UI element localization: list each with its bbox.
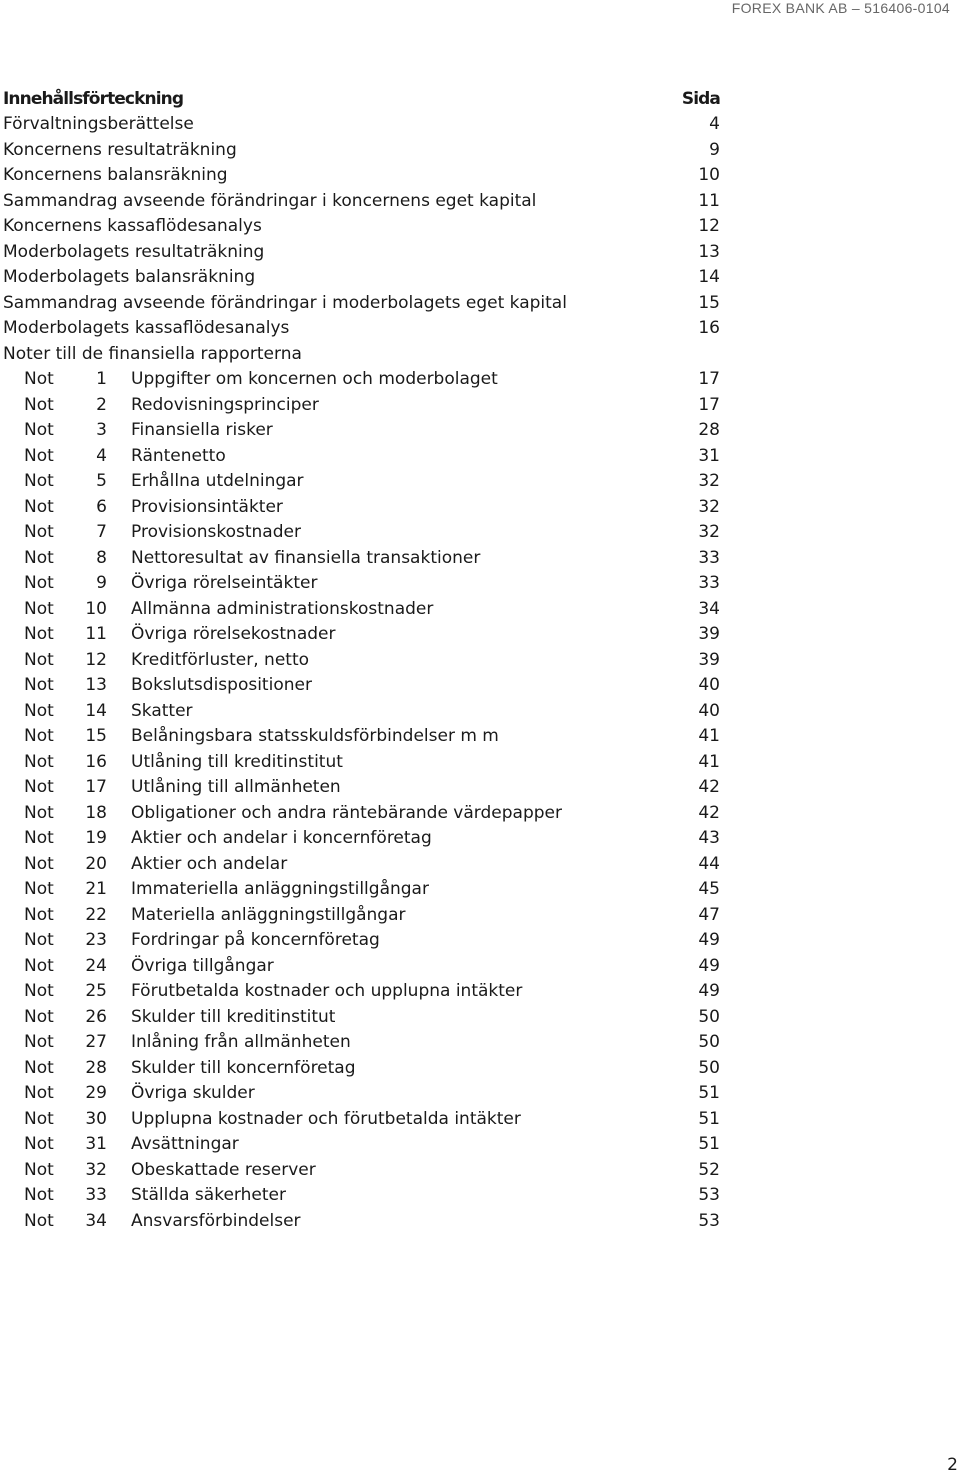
note-number: 20 [85, 853, 107, 874]
note-number: 15 [85, 726, 107, 746]
note-number: 8 [96, 547, 107, 568]
note-entry[interactable] [3, 1030, 720, 1056]
note-title: Övriga rörelsekostnader [131, 624, 336, 644]
note-label: Not [24, 700, 54, 721]
toc-entry-page: 12 [698, 216, 720, 236]
note-page: 41 [698, 726, 720, 746]
note-label: Not [24, 573, 54, 593]
note-page: 49 [698, 981, 720, 1001]
note-title: Utlåning till allmänheten [131, 777, 341, 797]
note-title: Förutbetalda kostnader och upplupna intäkter [131, 981, 523, 1001]
note-number: 10 [85, 598, 107, 619]
note-number: 31 [85, 1134, 107, 1154]
note-page: 40 [698, 675, 720, 695]
toc-entry-title: Sammandrag avseende förändringar i koncernens eget kapital [3, 190, 537, 211]
note-entry[interactable] [3, 418, 720, 444]
toc-entry[interactable] [3, 138, 720, 164]
note-page: 50 [698, 1006, 720, 1027]
note-title: Aktier och andelar [131, 853, 288, 874]
toc-sections [3, 112, 720, 342]
note-page: 51 [698, 1083, 720, 1103]
note-page: 53 [698, 1185, 720, 1205]
page-column-label: Sida [681, 89, 720, 109]
note-number: 9 [96, 573, 107, 593]
note-title: Övriga rörelseintäkter [131, 573, 318, 593]
note-page: 45 [698, 879, 720, 899]
note-label: Not [24, 1032, 54, 1052]
toc-entry-page: 4 [709, 114, 720, 134]
note-number: 25 [85, 981, 107, 1001]
note-entry[interactable] [3, 724, 720, 750]
note-label: Not [24, 1083, 54, 1103]
table-of-contents [3, 86, 720, 1234]
toc-entry-title: Förvaltningsberättelse [3, 114, 194, 134]
note-page: 51 [698, 1108, 720, 1129]
note-entry[interactable] [3, 495, 720, 521]
toc-entry-title: Koncernens resultaträkning [3, 139, 237, 160]
note-entry[interactable] [3, 469, 720, 495]
note-page: 52 [698, 1159, 720, 1180]
note-number: 14 [85, 700, 107, 721]
note-entry[interactable] [3, 775, 720, 801]
note-entry[interactable] [3, 444, 720, 470]
note-number: 7 [96, 522, 107, 542]
note-number: 17 [85, 777, 107, 797]
note-title: Erhållna utdelningar [131, 471, 304, 491]
note-title: Provisionsintäkter [131, 496, 283, 517]
note-number: 28 [85, 1057, 107, 1078]
note-page: 17 [698, 369, 720, 389]
note-number: 21 [85, 879, 107, 899]
note-page: 32 [698, 496, 720, 517]
toc-entry-title: Koncernens kassaflödesanalys [3, 216, 262, 236]
note-page: 33 [698, 573, 720, 593]
toc-entry[interactable] [3, 214, 720, 240]
note-entry[interactable] [3, 699, 720, 725]
note-label: Not [24, 930, 54, 950]
note-label: Not [24, 1006, 54, 1027]
note-label: Not [24, 853, 54, 874]
toc-entry-title: Sammandrag avseende förändringar i moderbolagets eget kapital [3, 292, 567, 313]
note-page: 41 [698, 751, 720, 772]
note-title: Allmänna administrationskostnader [131, 598, 434, 619]
note-number: 27 [85, 1032, 107, 1052]
note-page: 39 [698, 624, 720, 644]
note-label: Not [24, 802, 54, 823]
note-entry[interactable] [3, 571, 720, 597]
note-entry[interactable] [3, 367, 720, 393]
note-label: Not [24, 598, 54, 619]
note-number: 24 [85, 955, 107, 976]
note-title: Ställda säkerheter [131, 1185, 286, 1205]
note-entry[interactable] [3, 1132, 720, 1158]
note-number: 34 [85, 1210, 107, 1231]
note-title: Skatter [131, 700, 193, 721]
note-entry[interactable] [3, 1005, 720, 1031]
toc-entry-page: 11 [698, 190, 720, 211]
toc-entry[interactable] [3, 291, 720, 317]
toc-entry-title: Koncernens balansräkning [3, 165, 228, 185]
toc-entry[interactable] [3, 112, 720, 138]
note-title: Materiella anläggningstillgångar [131, 904, 406, 925]
note-title: Utlåning till kreditinstitut [131, 751, 343, 772]
toc-heading: Innehållsförteckning [3, 89, 184, 109]
note-entry[interactable] [3, 852, 720, 878]
note-label: Not [24, 955, 54, 976]
note-entry[interactable] [3, 1107, 720, 1133]
note-title: Skulder till kreditinstitut [131, 1006, 336, 1027]
note-title: Fordringar på koncernföretag [131, 930, 380, 950]
note-page: 17 [698, 394, 720, 415]
note-label: Not [24, 675, 54, 695]
note-title: Övriga tillgångar [131, 955, 274, 976]
note-entry[interactable] [3, 928, 720, 954]
note-number: 12 [85, 649, 107, 670]
note-number: 4 [96, 445, 107, 466]
note-page: 42 [698, 802, 720, 823]
note-entry[interactable] [3, 1158, 720, 1184]
note-number: 13 [85, 675, 107, 695]
note-page: 53 [698, 1210, 720, 1231]
note-label: Not [24, 1108, 54, 1129]
note-title: Kreditförluster, netto [131, 649, 310, 670]
note-label: Not [24, 445, 54, 466]
toc-entry-page: 16 [698, 318, 720, 338]
note-label: Not [24, 1057, 54, 1078]
note-entry[interactable] [3, 903, 720, 929]
note-label: Not [24, 547, 54, 568]
note-title: Räntenetto [131, 445, 226, 466]
note-page: 43 [698, 828, 720, 848]
note-label: Not [24, 649, 54, 670]
note-entry[interactable] [3, 648, 720, 674]
note-label: Not [24, 751, 54, 772]
note-page: 47 [698, 904, 720, 925]
note-title: Avsättningar [131, 1134, 239, 1154]
note-number: 18 [85, 802, 107, 823]
toc-entry-page: 10 [698, 165, 720, 185]
note-entry[interactable] [3, 1056, 720, 1082]
note-title: Nettoresultat av finansiella transaktioner [131, 547, 481, 568]
note-page: 34 [698, 598, 720, 619]
note-label: Not [24, 1210, 54, 1231]
note-number: 3 [96, 420, 107, 440]
note-label: Not [24, 1159, 54, 1180]
note-page: 51 [698, 1134, 720, 1154]
note-label: Not [24, 828, 54, 848]
note-page: 44 [698, 853, 720, 874]
note-entry[interactable] [3, 1081, 720, 1107]
note-number: 30 [85, 1108, 107, 1129]
note-entry[interactable] [3, 673, 720, 699]
note-label: Not [24, 369, 54, 389]
note-entry[interactable] [3, 954, 720, 980]
notes-heading: Noter till de finansiella rapporterna [3, 343, 302, 364]
note-entry[interactable] [3, 393, 720, 419]
note-page: 28 [698, 420, 720, 440]
note-number: 29 [85, 1083, 107, 1103]
note-entry[interactable] [3, 826, 720, 852]
note-label: Not [24, 726, 54, 746]
note-label: Not [24, 1134, 54, 1154]
note-title: Övriga skulder [131, 1083, 255, 1103]
note-title: Obeskattade reserver [131, 1159, 316, 1180]
note-label: Not [24, 879, 54, 899]
note-number: 2 [96, 394, 107, 415]
toc-entry-page: 15 [698, 292, 720, 313]
toc-entry[interactable] [3, 316, 720, 342]
note-page: 40 [698, 700, 720, 721]
note-entry[interactable] [3, 877, 720, 903]
page-number: 2 [947, 1455, 958, 1475]
note-label: Not [24, 624, 54, 644]
toc-entry-page: 13 [698, 241, 720, 262]
note-title: Redovisningsprinciper [131, 394, 319, 415]
note-page: 42 [698, 777, 720, 797]
note-page: 50 [698, 1032, 720, 1052]
note-label: Not [24, 420, 54, 440]
toc-entry-page: 9 [709, 139, 720, 160]
note-label: Not [24, 777, 54, 797]
note-number: 19 [85, 828, 107, 848]
note-title: Uppgifter om koncernen och moderbolaget [131, 369, 498, 389]
toc-entry-page: 14 [698, 267, 720, 287]
note-entry[interactable] [3, 622, 720, 648]
note-label: Not [24, 981, 54, 1001]
note-page: 39 [698, 649, 720, 670]
note-label: Not [24, 496, 54, 517]
running-header: FOREX BANK AB – 516406-0104 [731, 0, 950, 16]
toc-heading-row [3, 86, 720, 112]
note-entry[interactable] [3, 801, 720, 827]
note-entry[interactable] [3, 1209, 720, 1235]
note-page: 32 [698, 471, 720, 491]
note-label: Not [24, 471, 54, 491]
note-number: 32 [85, 1159, 107, 1180]
note-number: 5 [96, 471, 107, 491]
note-title: Aktier och andelar i koncernföretag [131, 828, 432, 848]
note-entry[interactable] [3, 1183, 720, 1209]
toc-entry[interactable] [3, 265, 720, 291]
note-entry[interactable] [3, 750, 720, 776]
note-entry[interactable] [3, 546, 720, 572]
note-number: 23 [85, 930, 107, 950]
note-page: 33 [698, 547, 720, 568]
note-label: Not [24, 904, 54, 925]
note-title: Immateriella anläggningstillgångar [131, 879, 429, 899]
note-title: Bokslutsdispositioner [131, 675, 312, 695]
note-title: Obligationer och andra räntebärande värdepapper [131, 802, 562, 823]
toc-entry[interactable] [3, 189, 720, 215]
note-number: 33 [85, 1185, 107, 1205]
toc-entry[interactable] [3, 163, 720, 189]
toc-entry-title: Moderbolagets resultaträkning [3, 241, 265, 262]
note-number: 11 [85, 624, 107, 644]
note-title: Belåningsbara statsskuldsförbindelser m m [131, 726, 499, 746]
toc-entry[interactable] [3, 240, 720, 266]
note-page: 49 [698, 930, 720, 950]
toc-entry-title: Moderbolagets balansräkning [3, 267, 256, 287]
notes-heading-row [3, 342, 720, 368]
note-entry[interactable] [3, 520, 720, 546]
note-title: Finansiella risker [131, 420, 273, 440]
note-number: 26 [85, 1006, 107, 1027]
note-number: 6 [96, 496, 107, 517]
note-number: 16 [85, 751, 107, 772]
note-title: Ansvarsförbindelser [131, 1210, 301, 1231]
note-page: 49 [698, 955, 720, 976]
note-title: Provisionskostnader [131, 522, 301, 542]
note-label: Not [24, 394, 54, 415]
note-number: 22 [85, 904, 107, 925]
note-page: 50 [698, 1057, 720, 1078]
toc-entry-title: Moderbolagets kassaflödesanalys [3, 318, 290, 338]
note-entry[interactable] [3, 979, 720, 1005]
toc-notes [3, 367, 720, 1234]
note-title: Upplupna kostnader och förutbetalda intäkter [131, 1108, 521, 1129]
note-entry[interactable] [3, 597, 720, 623]
note-label: Not [24, 1185, 54, 1205]
note-label: Not [24, 522, 54, 542]
note-number: 1 [96, 369, 107, 389]
note-title: Skulder till koncernföretag [131, 1057, 356, 1078]
note-page: 31 [698, 445, 720, 466]
note-title: Inlåning från allmänheten [131, 1032, 351, 1052]
note-page: 32 [698, 522, 720, 542]
